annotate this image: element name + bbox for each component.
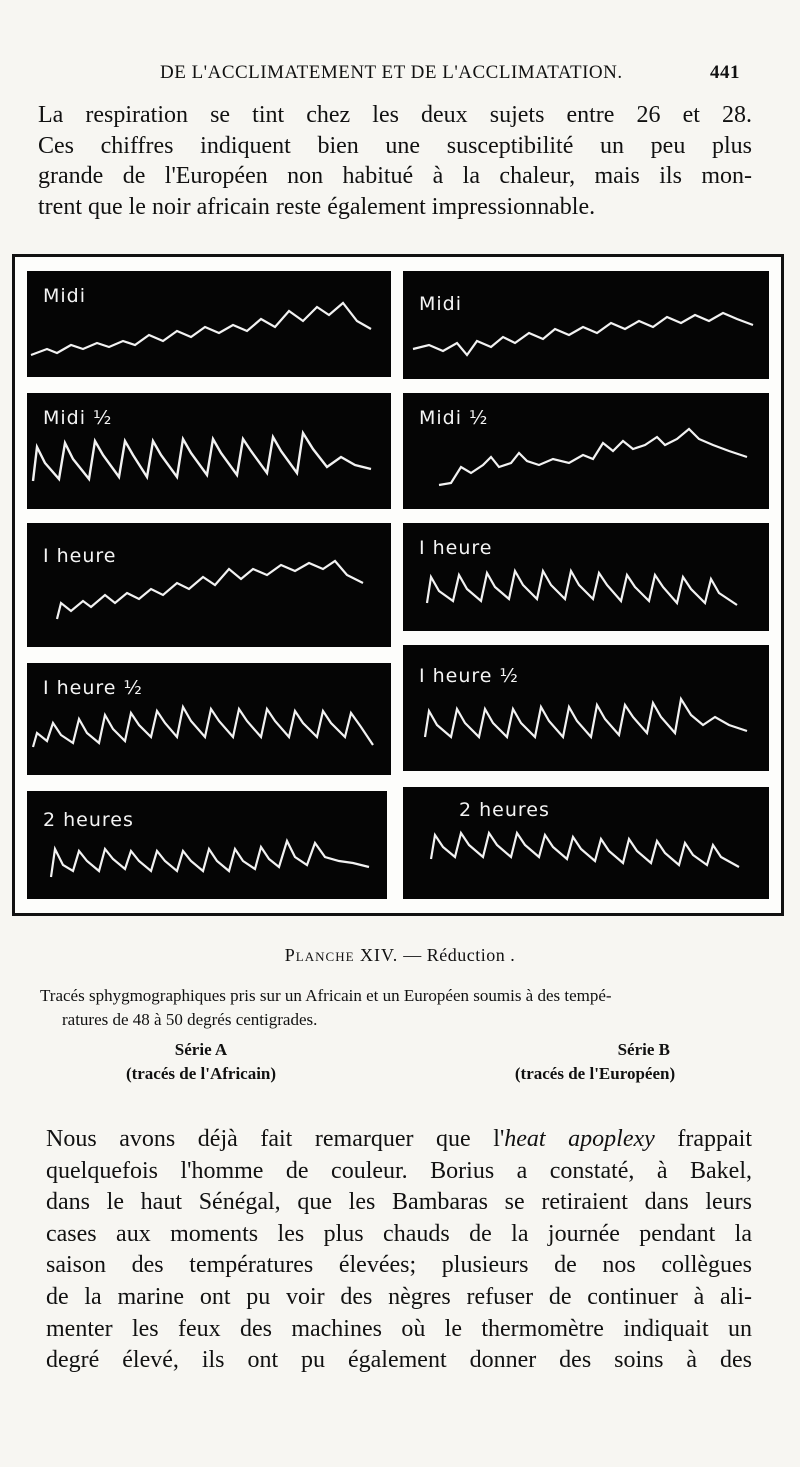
paragraph-respiration	[38, 100, 752, 222]
running-title: DE L'ACCLIMATEMENT ET DE L'ACCLIMATATION.	[160, 62, 623, 83]
trace-label: I heure	[419, 537, 493, 559]
pulse-trace	[27, 393, 391, 509]
trace-panel-b-midi	[403, 271, 769, 379]
caption-line: ratures de 48 à 50 degrés centigrades.	[62, 1010, 318, 1029]
trace-panel-b-une-heure-demi	[403, 645, 769, 771]
running-head	[160, 62, 740, 92]
trace-panel-a-une-heure-demi	[27, 663, 391, 775]
text-line: grande de l'Européen non habitué à la chaleur, mais ils mon-	[38, 163, 752, 189]
plate-suffix: — Réduction .	[398, 945, 516, 965]
serie-name: Série A	[174, 1040, 228, 1059]
trace-label: 2 heures	[459, 799, 550, 821]
text-line: de la marine ont pu voir des nègres refuser de continuer à ali-	[46, 1283, 752, 1310]
plate-caption-text	[40, 984, 760, 1032]
serie-b-label	[490, 1040, 700, 1084]
text-line: trent que le noir africain reste également impressionnable.	[38, 193, 596, 220]
text-line: degré élevé, ils ont pu également donner des soins à des	[46, 1347, 752, 1374]
text-line: quelquefois l'homme de couleur. Borius a constaté, à Bakel,	[46, 1157, 752, 1184]
trace-panel-a-midi-demi	[27, 393, 391, 509]
sphygmograph-plate	[12, 254, 784, 916]
text-line: saison des températures élevées; plusieurs de nos collègues	[46, 1252, 752, 1279]
pulse-trace	[27, 663, 391, 775]
trace-label: I heure ½	[419, 665, 519, 687]
trace-label: I heure ½	[43, 677, 143, 699]
trace-label: 2 heures	[43, 809, 134, 831]
text-line	[46, 1124, 752, 1156]
text-line: cases aux moments les plus chauds de la journée pendant la	[46, 1220, 752, 1247]
plate-caption-title	[0, 945, 800, 966]
pulse-trace	[403, 271, 769, 379]
pulse-trace	[27, 523, 391, 647]
pulse-trace	[403, 645, 769, 771]
trace-panel-b-deux-heures	[403, 787, 769, 899]
trace-label: Midi	[419, 293, 463, 315]
paragraph-heat-apoplexy	[46, 1124, 752, 1377]
text-line: menter les feux des machines où le thermomètre indiquait un	[46, 1315, 752, 1342]
trace-label: I heure	[43, 545, 117, 567]
serie-name: Série B	[617, 1040, 670, 1059]
trace-label: Midi ½	[419, 407, 489, 429]
text-segment: frappait	[654, 1126, 752, 1152]
serie-a-label	[96, 1040, 306, 1084]
pulse-trace	[403, 787, 769, 899]
trace-label: Midi	[43, 285, 87, 307]
trace-panel-b-une-heure	[403, 523, 769, 631]
trace-label: Midi ½	[43, 407, 113, 429]
trace-panel-b-midi-demi	[403, 393, 769, 509]
text-segment: Nous avons déjà fait remarquer que l'	[46, 1126, 505, 1152]
plate-label: Planche XIV.	[284, 945, 399, 965]
text-line: Ces chiffres indiquent bien une susceptibilité un peu plus	[38, 132, 752, 159]
pulse-trace	[27, 271, 391, 377]
pulse-trace	[403, 523, 769, 631]
trace-panel-a-une-heure	[27, 523, 391, 647]
trace-panel-a-deux-heures	[27, 791, 387, 899]
page-number: 441	[710, 62, 740, 83]
pulse-trace	[403, 393, 769, 509]
text-line: La respiration se tint chez les deux sujets entre 26 et 28.	[38, 102, 752, 128]
trace-panel-a-midi	[27, 271, 391, 377]
serie-description: (tracés de l'Africain)	[125, 1064, 277, 1083]
text-line: dans le haut Sénégal, que les Bambaras se retiraient dans leurs	[46, 1189, 752, 1216]
serie-description: (tracés de l'Européen)	[514, 1064, 676, 1083]
caption-line: Tracés sphygmographiques pris sur un Africain et un Européen soumis à des tempé-	[40, 986, 612, 1005]
pulse-trace	[27, 791, 387, 899]
italic-term: heat apoplexy	[504, 1126, 655, 1152]
